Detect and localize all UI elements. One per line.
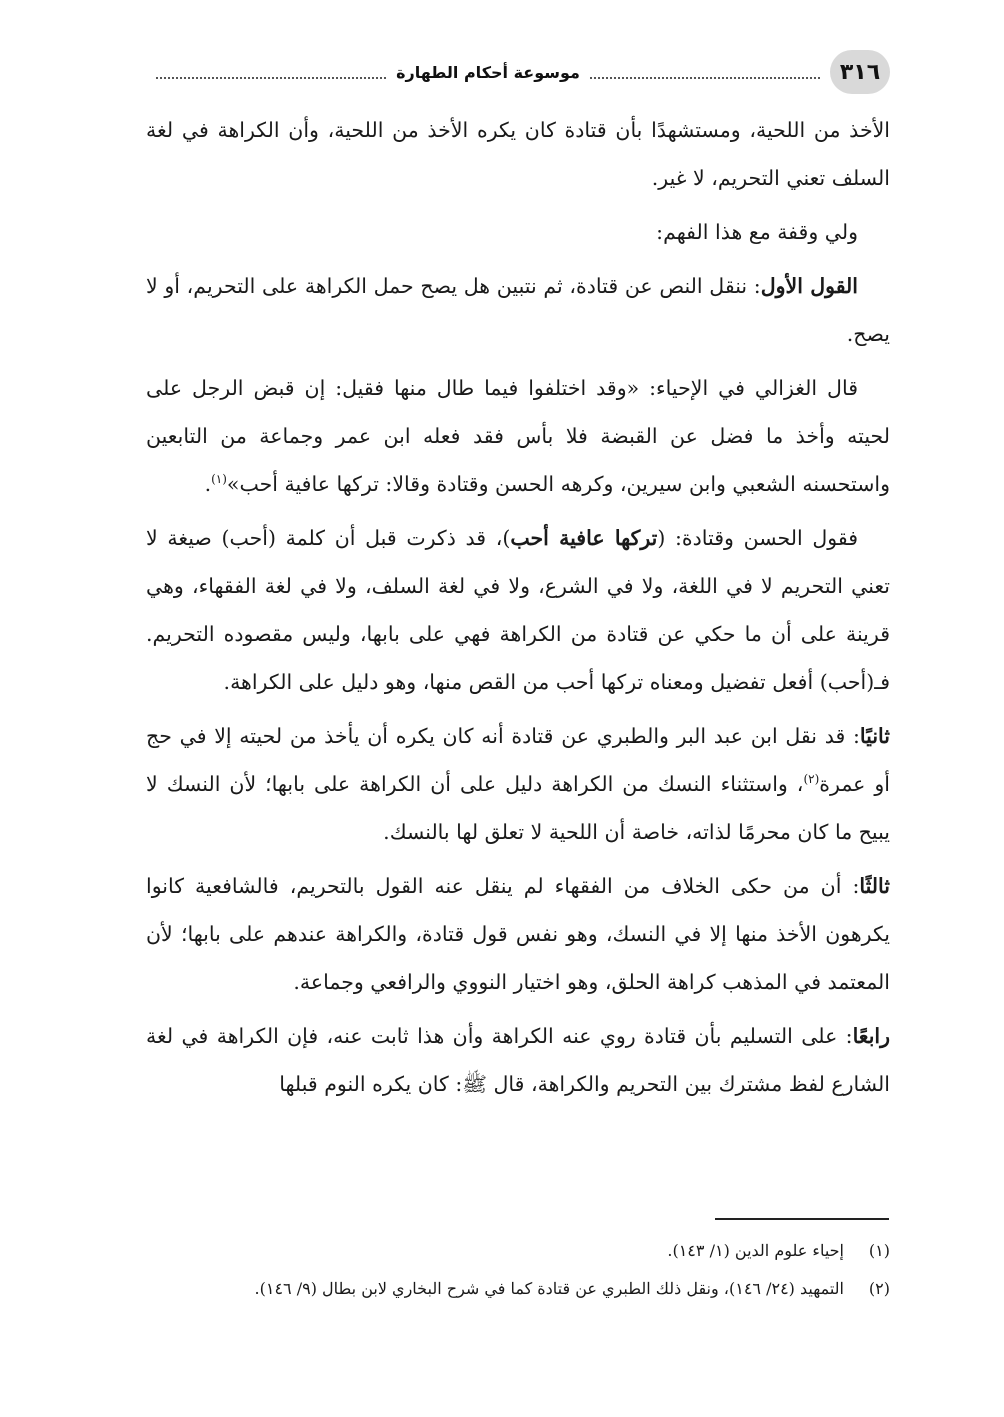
footnote-1	[146, 1232, 890, 1270]
paragraph-4-text: قال الغزالي في الإحياء: «وقد اختلفوا فيما طال منها فقيل: إن قبض الرجل على لحيته وأخذ ما فضل عن القبضة فلا بأس فقد فعله ابن عمر وجماعة من التابعين واستحسنه الشعبي وابن سيرين، وكرهه الحسن وقتادة وقالا: تركها عافية أحب»	[146, 376, 890, 496]
footnote-separator	[715, 1218, 889, 1220]
paragraph-4	[146, 364, 890, 508]
paragraph-7-text: : أن من حكى الخلاف من الفقهاء لم ينقل عنه القول بالتحريم، فالشافعية كانوا يكرهون الأخذ منها إلا في النسك، وهو نفس قول قتادة، والكراهة عندهم على بابها؛ لأن المعتمد في المذهب كراهة الحلق، وهو اختيار النووي والرافعي وجماعة.	[146, 874, 890, 994]
paragraph-3	[146, 262, 890, 358]
paragraph-7-lead: ثالثًا	[859, 874, 890, 898]
footnotes	[146, 1232, 890, 1308]
footnote-1-text: إحياء علوم الدين (١/ ١٤٣).	[667, 1241, 844, 1260]
header-dotted-leader-right	[590, 77, 820, 79]
running-title: موسوعة أحكام الطهارة	[396, 62, 580, 82]
paragraph-8-text: : على التسليم بأن قتادة روي عنه الكراهة وأن هذا ثابت عنه، فإن الكراهة في لغة الشارع لفظ مشترك بين التحريم والكراهة، قال ﷺ: كان يكره النوم قبلها	[146, 1024, 890, 1096]
paragraph-5-bold-quote: تركها عافية أحب	[510, 526, 658, 550]
paragraph-5	[146, 514, 890, 706]
page-number-badge: ٣١٦	[830, 50, 890, 94]
footnote-ref-1[interactable]: (١)	[211, 472, 227, 487]
paragraph-6-lead: ثانيًا	[859, 724, 890, 748]
paragraph-8-lead: رابعًا	[852, 1024, 890, 1048]
footnote-2-text: التمهيد (٢٤/ ١٤٦)، ونقل ذلك الطبري عن قتادة كما في شرح البخاري لابن بطال (٩/ ١٤٦).	[254, 1279, 844, 1298]
paragraph-3-text: : ننقل النص عن قتادة، ثم نتبين هل يصح حمل الكراهة على التحريم، أو لا يصح.	[146, 274, 890, 346]
paragraph-6	[146, 712, 890, 856]
paragraph-6-text-b: ، واستثناء النسك من الكراهة دليل على أن الكراهة على بابها؛ لأن النسك لا يبيح ما كان محرمًا لذاته، خاصة أن اللحية لا تعلق لها بالنسك.	[146, 772, 890, 844]
paragraph-5-text-a: فقول الحسن وقتادة: (	[657, 526, 858, 550]
paragraph-2: ولي وقفة مع هذا الفهم:	[656, 220, 858, 244]
page-header	[146, 50, 890, 94]
footnote-ref-2[interactable]: (٢)	[803, 772, 820, 787]
footnote-2	[146, 1270, 890, 1308]
header-dotted-leader-left	[156, 77, 386, 79]
footnote-2-number: (٢)	[868, 1279, 890, 1298]
paragraph-4-end: .	[204, 472, 212, 496]
paragraph-8	[146, 1012, 890, 1108]
footnote-1-number: (١)	[868, 1241, 890, 1260]
paragraph-7	[146, 862, 890, 1006]
paragraph-5-text-b: )، قد ذكرت قبل أن كلمة (أحب) صيغة لا تعني التحريم لا في اللغة، ولا في الشرع، ولا في لغة السلف، ولا في لغة الفقهاء، وهي قرينة على أن ما حكي عن قتادة من الكراهة فهي على بابها، وليس مقصوده التحريم. فـ(أحب) أفعل تفضيل ومعناه تركها أحب من القص منها، وهو دليل على الكراهة.	[146, 526, 890, 694]
main-text	[146, 106, 890, 1114]
paragraph-3-lead: القول الأول	[760, 274, 859, 298]
paragraph-6-text-a: : قد نقل ابن عبد البر والطبري عن قتادة أنه كان يكره أن يأخذ من لحيته إلا في حج أو عمرة	[146, 724, 891, 796]
paragraph-1: الأخذ من اللحية، ومستشهدًا بأن قتادة كان يكره الأخذ من اللحية، وأن الكراهة في لغة السلف تعني التحريم، لا غير.	[146, 118, 890, 190]
